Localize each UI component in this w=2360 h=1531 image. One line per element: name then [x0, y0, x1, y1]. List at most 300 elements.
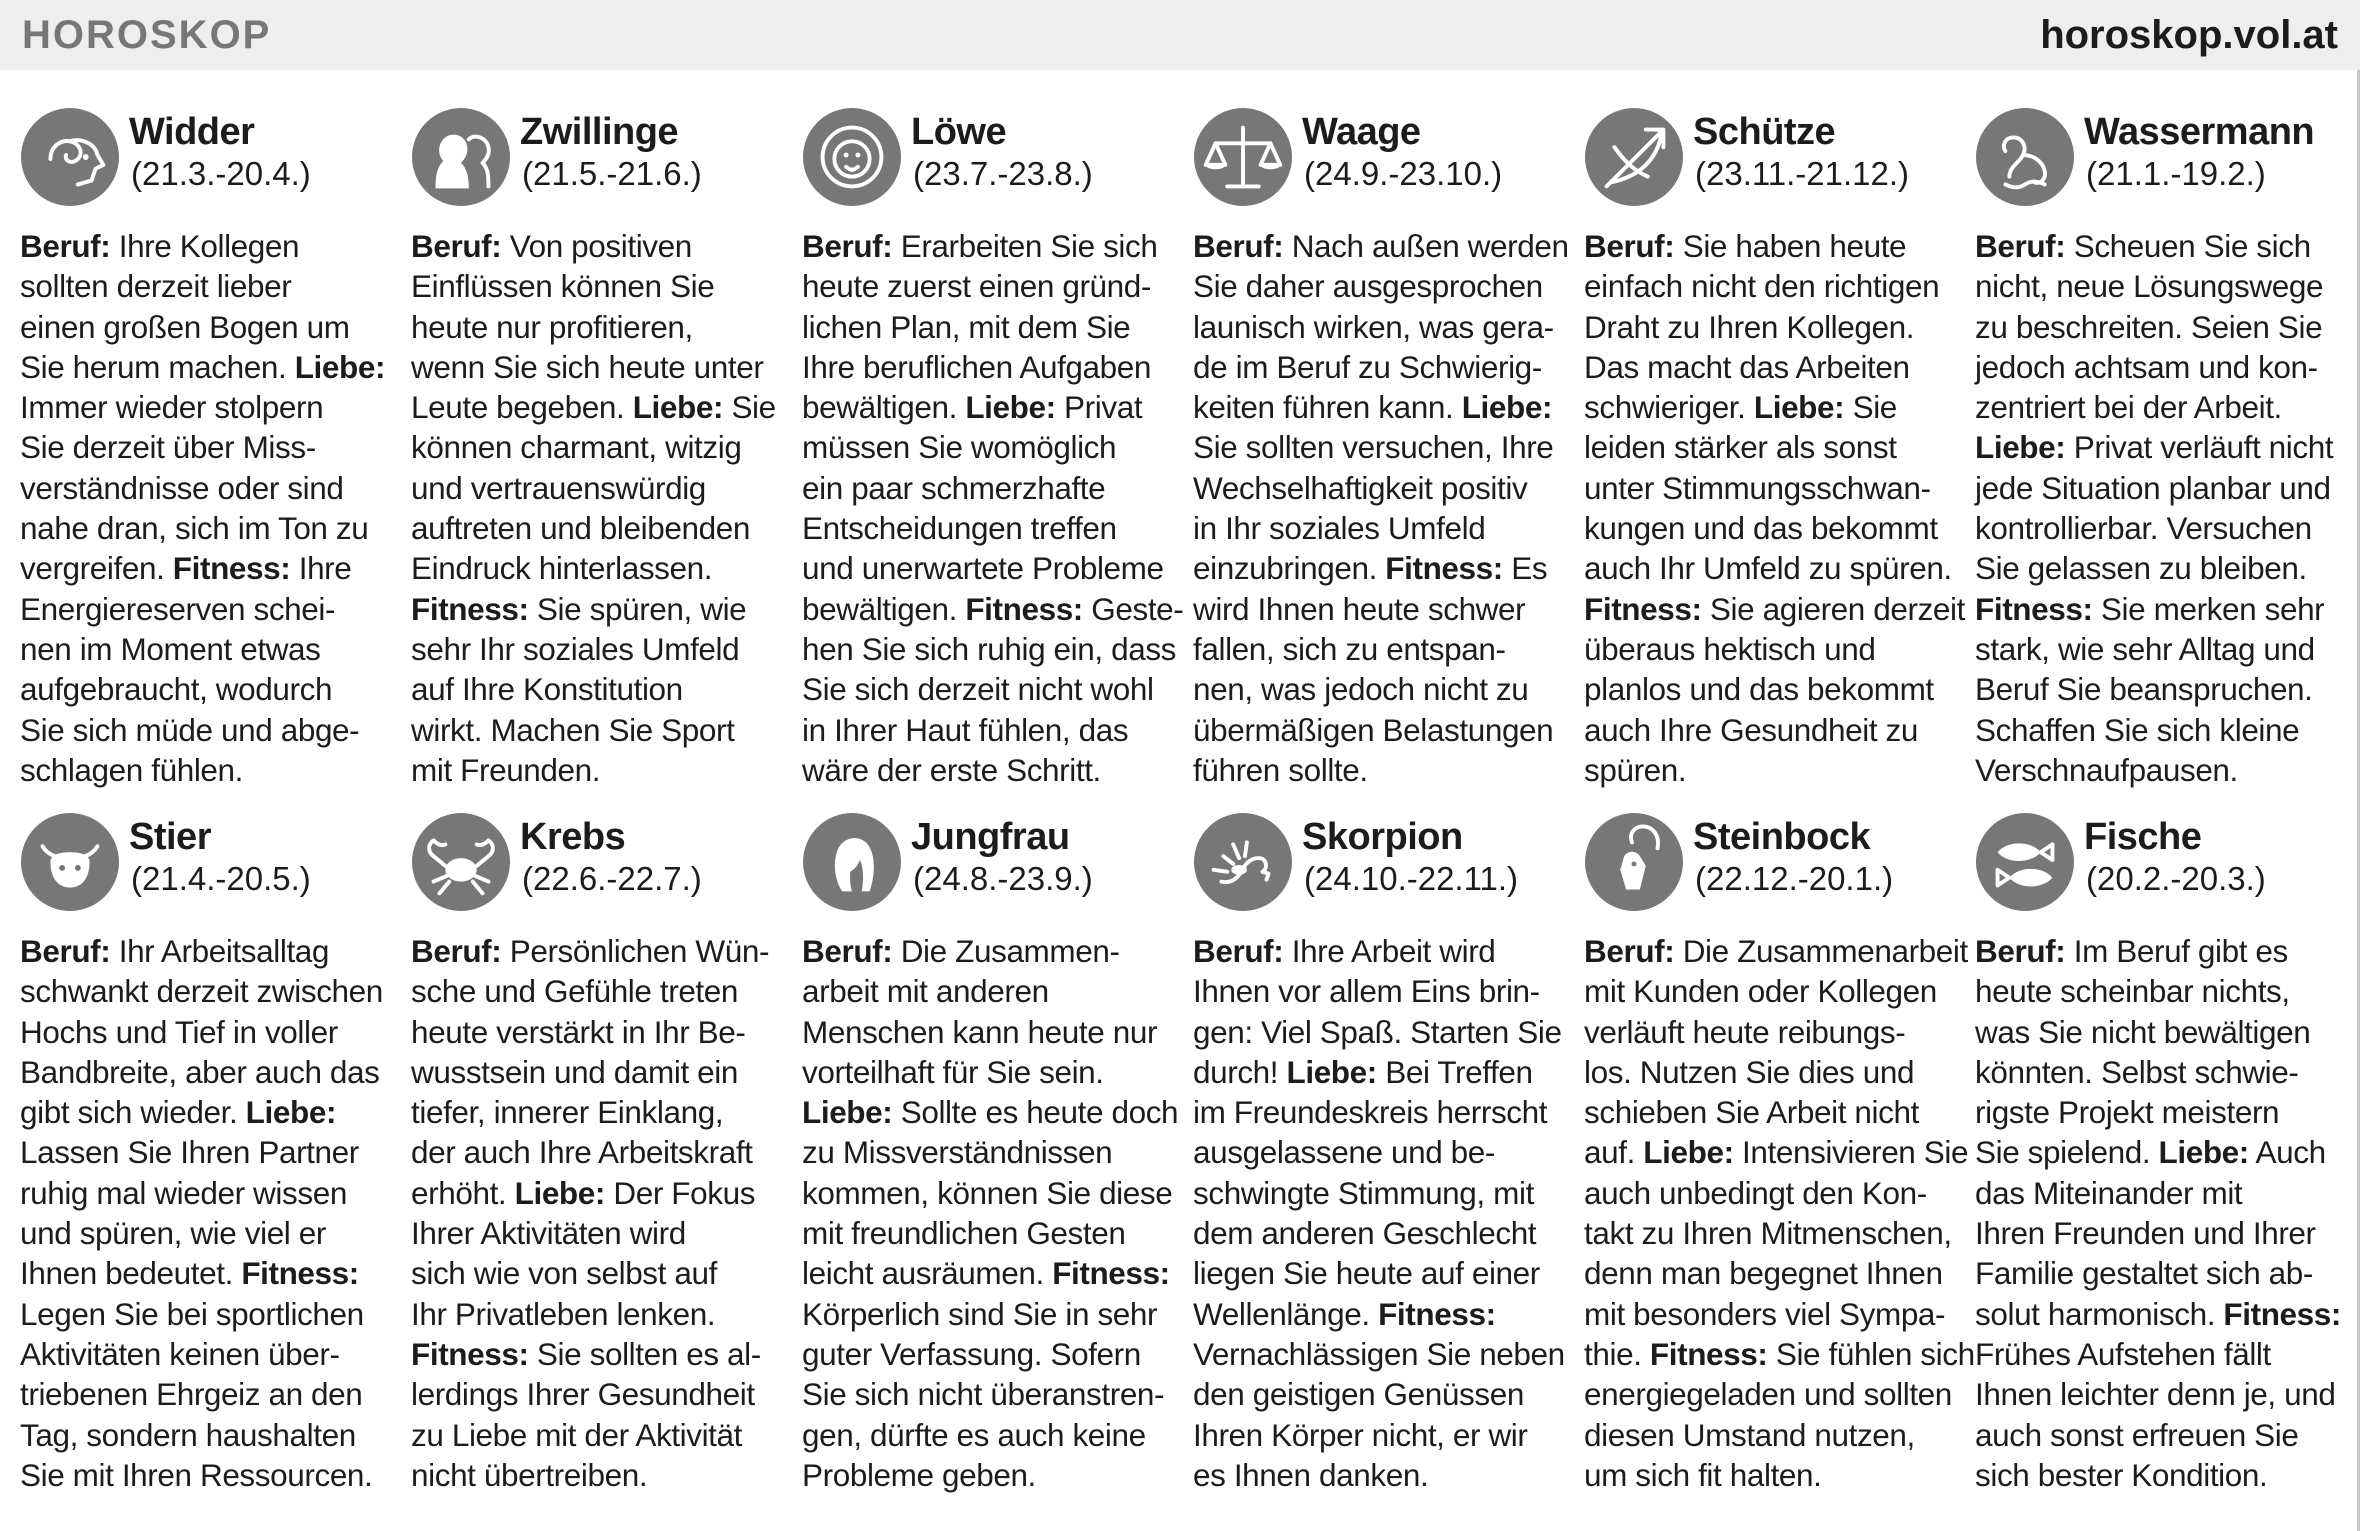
forecast-segment: Sie spüren, wie [528, 590, 747, 627]
category-label: Liebe: [1286, 1053, 1377, 1090]
forecast-line [802, 427, 1169, 467]
category-label: Liebe: [245, 1094, 337, 1131]
forecast-line [1975, 468, 2342, 508]
category-label: Beruf: [802, 933, 893, 969]
forecast-segment: Es [1502, 550, 1548, 587]
forecast-line [1975, 226, 2342, 266]
forecast-line [1975, 508, 2342, 548]
lion-icon [803, 108, 901, 206]
forecast-segment: führen sollte. [1193, 751, 1368, 788]
forecast-line [20, 468, 387, 508]
sign-header [1975, 813, 2342, 931]
forecast-segment: dem anderen Geschlecht [1193, 1215, 1537, 1252]
forecast-line [411, 1415, 778, 1455]
forecast-segment: liegen Sie heute auf einer [1193, 1255, 1540, 1292]
sign-name: Widder [129, 111, 255, 153]
forecast-segment: erhöht. [411, 1174, 515, 1211]
forecast-segment: sehr Ihr soziales Umfeld [411, 630, 740, 667]
forecast-segment: Hochs und Tief in voller [20, 1013, 338, 1050]
forecast-line [411, 629, 778, 669]
forecast-line [802, 387, 1169, 427]
forecast-segment: Erarbeiten Sie sich [892, 228, 1158, 264]
forecast-line [411, 931, 778, 971]
forecast-segment: unter Stimmungsschwan- [1584, 469, 1931, 506]
forecast-segment: in Ihrer Haut fühlen, das [802, 711, 1129, 748]
forecast-line [20, 1213, 387, 1253]
crab-icon [412, 813, 510, 911]
forecast-line [1975, 1213, 2342, 1253]
scorpion-icon [1194, 813, 1292, 911]
forecast-line [1975, 266, 2342, 306]
sign-name: Stier [129, 816, 211, 858]
sign-widder [20, 108, 387, 813]
forecast-line [802, 971, 1169, 1011]
sign-dates: (22.12.-20.1.) [1695, 860, 1894, 897]
forecast-line [802, 1294, 1169, 1334]
forecast-segment: Privat [1055, 389, 1143, 426]
forecast-line [20, 508, 387, 548]
forecast-line [1975, 971, 2342, 1011]
forecast-segment: Sie haben heute [1674, 228, 1907, 264]
forecast-line [1584, 226, 1951, 266]
forecast-line [1975, 589, 2342, 629]
forecast-segment: wird Ihnen heute schwer [1193, 590, 1526, 627]
forecast-segment: jedoch achtsam und kon- [1975, 348, 2318, 385]
forecast-segment: den geistigen Genüssen [1193, 1376, 1524, 1413]
forecast-segment: sollten derzeit lieber [20, 268, 292, 305]
forecast-segment: Sie sich nicht überanstren- [802, 1376, 1165, 1413]
forecast-segment: zu Missverständnissen [802, 1134, 1113, 1171]
forecast-segment: mit besonders viel Sympa- [1584, 1295, 1946, 1332]
forecast-line [802, 629, 1177, 669]
forecast-line [1584, 427, 1951, 467]
forecast-text [20, 931, 387, 1495]
category-label: Beruf: [1584, 228, 1675, 264]
forecast-segment: schlagen fühlen. [20, 751, 244, 788]
forecast-line [20, 669, 387, 709]
forecast-line [1975, 750, 2342, 790]
forecast-line [1584, 1052, 1951, 1092]
forecast-segment: Ihre [290, 550, 352, 587]
category-label: Fitness: [1649, 1335, 1768, 1372]
forecast-segment: vergreifen. [20, 550, 173, 587]
category-label: Liebe: [802, 1094, 893, 1131]
bull-icon [21, 813, 119, 911]
forecast-segment: Einflüssen können Sie [411, 268, 715, 305]
forecast-line [1193, 1334, 1565, 1374]
sign-header [20, 108, 387, 226]
sign-loewe [802, 108, 1184, 813]
category-label: Beruf: [20, 228, 111, 264]
category-label: Beruf: [1193, 228, 1284, 264]
forecast-segment: Bei Treffen [1376, 1053, 1533, 1090]
forecast-line [1193, 1052, 1560, 1092]
category-label: Beruf: [1584, 933, 1675, 969]
sign-skorpion [1193, 813, 1565, 1518]
forecast-segment: Scheuen Sie sich [2065, 228, 2311, 264]
sign-dates: (24.9.-23.10.) [1304, 155, 1503, 192]
sign-dates: (22.6.-22.7.) [522, 860, 702, 897]
forecast-line [411, 669, 778, 709]
forecast-segment: Sie sich müde und abge- [20, 711, 360, 748]
forecast-line [411, 468, 778, 508]
forecast-segment: Wechselhaftigkeit positiv [1193, 469, 1528, 506]
category-label: Liebe: [965, 389, 1056, 426]
forecast-segment: Sie daher ausgesprochen [1193, 268, 1543, 305]
forecast-segment: Geste- [1082, 590, 1184, 627]
forecast-line [20, 750, 387, 790]
sign-name: Fische [2084, 816, 2202, 858]
sign-name: Steinbock [1693, 816, 1871, 858]
forecast-segment: Das macht das Arbeiten [1584, 348, 1910, 385]
forecast-segment: Sie sich derzeit nicht wohl [802, 671, 1154, 708]
section-title: HOROSKOP [22, 12, 272, 57]
forecast-line [411, 1294, 778, 1334]
forecast-line [20, 1294, 387, 1334]
forecast-segment: heute nur profitieren, [411, 308, 693, 345]
forecast-line [20, 1052, 387, 1092]
forecast-segment: Verschnaufpausen. [1975, 751, 2238, 788]
forecast-line [411, 750, 778, 790]
forecast-line [20, 629, 387, 669]
sign-dates: (20.2.-20.3.) [2086, 860, 2266, 897]
sign-name: Löwe [911, 111, 1007, 153]
category-label: Beruf: [1975, 933, 2066, 969]
forecast-line [411, 508, 778, 548]
forecast-segment: arbeit mit anderen [802, 973, 1049, 1010]
forecast-segment: wusstsein und damit ein [411, 1053, 738, 1090]
forecast-segment: es Ihnen danken. [1193, 1456, 1429, 1493]
forecast-text [1193, 226, 1569, 790]
forecast-segment: kungen und das bekommt [1584, 510, 1938, 547]
category-label: Fitness: [2223, 1295, 2341, 1332]
forecast-line [1975, 629, 2342, 669]
sign-name: Jungfrau [911, 816, 1070, 858]
forecast-line [1584, 1092, 1951, 1132]
forecast-line [802, 307, 1169, 347]
forecast-segment: im Freundeskreis herrscht [1193, 1094, 1548, 1131]
forecast-segment: Entscheidungen treffen [802, 510, 1117, 547]
forecast-line [1584, 1294, 1951, 1334]
forecast-line [1584, 1213, 1951, 1253]
category-label: Liebe: [1461, 389, 1553, 426]
forecast-line [1584, 1173, 1951, 1213]
forecast-segment: Sie gelassen zu bleiben. [1975, 550, 2307, 587]
forecast-line [1584, 1253, 1951, 1293]
forecast-line [1975, 1132, 2342, 1172]
forecast-segment: können charmant, witzig [411, 429, 742, 466]
forecast-text [1193, 931, 1565, 1495]
horoscope-grid [20, 108, 2350, 1518]
forecast-segment: auch unbedingt den Kon- [1584, 1174, 1927, 1211]
forecast-segment: guter Verfassung. Sofern [802, 1335, 1141, 1372]
forecast-segment: mit Freunden. [411, 751, 601, 788]
forecast-line [411, 589, 778, 629]
category-label: Fitness: [1378, 1295, 1496, 1332]
sign-header [1193, 813, 1560, 931]
forecast-line [411, 1052, 778, 1092]
forecast-line [1975, 427, 2342, 467]
forecast-segment: Menschen kann heute nur [802, 1013, 1158, 1050]
sign-schuetze [1584, 108, 1965, 813]
forecast-line [1193, 548, 1560, 588]
forecast-segment: Ihren Körper nicht, er wir [1193, 1416, 1528, 1453]
forecast-segment: Ihre Kollegen [110, 228, 300, 264]
forecast-line [1975, 1334, 2342, 1374]
forecast-segment: Von positiven [501, 228, 692, 264]
sign-steinbock [1584, 813, 1975, 1518]
category-label: Fitness: [411, 1335, 529, 1372]
forecast-line [1975, 1374, 2342, 1414]
forecast-segment: jede Situation planbar und [1975, 469, 2331, 506]
forecast-segment: ausgelassene und be- [1193, 1134, 1495, 1171]
category-label: Beruf: [802, 228, 893, 264]
forecast-segment: auch Ihre Gesundheit zu [1584, 711, 1919, 748]
forecast-line [411, 1455, 778, 1495]
sign-header [20, 813, 387, 931]
category-label: Fitness: [965, 590, 1083, 627]
forecast-segment: was Sie nicht bewältigen [1975, 1013, 2311, 1050]
forecast-line [20, 548, 387, 588]
forecast-segment: und spüren, wie viel er [20, 1215, 326, 1252]
forecast-segment: Ihre beruflichen Aufgaben [802, 348, 1152, 385]
forecast-segment: keiten führen kann. [1193, 389, 1462, 426]
forecast-line [20, 1173, 387, 1213]
forecast-line [20, 226, 387, 266]
forecast-segment: stark, wie sehr Alltag und [1975, 630, 2315, 667]
forecast-segment: Immer wieder stolpern [20, 389, 324, 426]
forecast-segment: ein paar schmerzhafte [802, 469, 1106, 506]
forecast-segment: Der Fokus [605, 1174, 756, 1211]
forecast-segment: sich bester Kondition. [1975, 1456, 2268, 1493]
forecast-line [1193, 750, 1560, 790]
forecast-text [411, 226, 778, 790]
forecast-line [411, 1132, 778, 1172]
forecast-segment: Eindruck hinterlassen. [411, 550, 713, 587]
forecast-segment: schwankt derzeit zwischen [20, 973, 383, 1010]
sign-header [411, 813, 778, 931]
forecast-segment: übermäßigen Belastungen [1193, 711, 1554, 748]
forecast-segment: Familie gestaltet sich ab- [1975, 1255, 2313, 1292]
sign-dates: (21.5.-21.6.) [522, 155, 702, 192]
forecast-line [1193, 226, 1569, 266]
forecast-segment: Persönlichen Wün- [501, 933, 770, 969]
forecast-segment: planlos und das bekommt [1584, 671, 1934, 708]
forecast-line [802, 1374, 1169, 1414]
forecast-segment: einen großen Bogen um [20, 308, 350, 345]
forecast-text [411, 931, 778, 1495]
forecast-segment: wirkt. Machen Sie Sport [411, 711, 735, 748]
forecast-segment: Die Zusammen- [892, 933, 1120, 969]
forecast-line [1193, 347, 1560, 387]
forecast-line [1193, 387, 1560, 427]
forecast-segment: nicht, neue Lösungswege [1975, 268, 2324, 305]
virgin-icon [803, 813, 901, 911]
sign-header [1584, 813, 1951, 931]
forecast-line [411, 710, 778, 750]
forecast-line [1975, 669, 2342, 709]
forecast-segment: Nach außen werden [1283, 228, 1569, 264]
forecast-line [802, 1012, 1169, 1052]
forecast-segment: in Ihr soziales Umfeld [1193, 510, 1486, 547]
forecast-segment: de im Beruf zu Schwierig- [1193, 348, 1542, 385]
forecast-segment: Ihr Arbeitsalltag [110, 933, 330, 969]
category-label: Fitness: [1052, 1255, 1170, 1292]
category-label: Beruf: [411, 933, 502, 969]
sign-name: Waage [1302, 111, 1421, 153]
twins-icon [412, 108, 510, 206]
forecast-line [802, 548, 1169, 588]
forecast-segment: launisch wirken, was gera- [1193, 308, 1554, 345]
forecast-segment: takt zu Ihren Mitmenschen, [1584, 1215, 1952, 1252]
forecast-text [802, 226, 1184, 790]
forecast-line [1975, 1415, 2342, 1455]
forecast-line [802, 1092, 1179, 1132]
sign-header [411, 108, 778, 226]
forecast-line [1193, 307, 1560, 347]
forecast-segment: Sie merken sehr [2092, 590, 2325, 627]
forecast-segment: Körperlich sind Sie in sehr [802, 1295, 1158, 1332]
forecast-line [1975, 1455, 2342, 1495]
forecast-line [20, 1334, 387, 1374]
forecast-segment: Wellenlänge. [1193, 1295, 1379, 1332]
forecast-line [1193, 427, 1560, 467]
forecast-line [1193, 710, 1560, 750]
forecast-segment: einfach nicht den richtigen [1584, 268, 1940, 305]
category-label: Liebe: [1643, 1134, 1734, 1171]
forecast-line [802, 710, 1169, 750]
forecast-line [1193, 468, 1560, 508]
category-label: Liebe: [632, 389, 724, 426]
forecast-line [411, 548, 778, 588]
page-header [0, 0, 2360, 70]
forecast-line [411, 1092, 778, 1132]
forecast-line [1584, 629, 1951, 669]
forecast-segment: zu Liebe mit der Aktivität [411, 1416, 743, 1453]
forecast-segment: Legen Sie bei sportlichen [20, 1295, 364, 1332]
forecast-line [411, 1334, 778, 1374]
forecast-text [1975, 226, 2342, 790]
category-label: Beruf: [411, 228, 502, 264]
forecast-line [20, 931, 387, 971]
category-label: Beruf: [1975, 228, 2066, 264]
forecast-segment: Sie spielend. [1975, 1134, 2159, 1171]
sign-stier [20, 813, 387, 1518]
forecast-segment: solut harmonisch. [1975, 1295, 2224, 1332]
ibex-icon [1585, 813, 1683, 911]
forecast-segment: fallen, sich zu entspan- [1193, 630, 1506, 667]
sign-dates: (21.3.-20.4.) [131, 155, 311, 192]
forecast-line [1975, 710, 2342, 750]
forecast-segment: gibt sich wieder. [20, 1094, 246, 1131]
sign-dates: (24.8.-23.9.) [913, 860, 1093, 897]
forecast-line [1584, 1132, 1969, 1172]
forecast-line [1975, 931, 2342, 971]
forecast-line [1584, 1415, 1951, 1455]
forecast-line [1975, 347, 2342, 387]
forecast-line [1193, 1132, 1560, 1172]
forecast-segment: Beruf Sie beanspruchen. [1975, 671, 2313, 708]
forecast-line [1584, 589, 1965, 629]
forecast-line [411, 266, 778, 306]
forecast-line [1584, 1334, 1975, 1374]
forecast-segment: Auch [2248, 1134, 2326, 1171]
forecast-line [802, 468, 1169, 508]
forecast-line [411, 971, 778, 1011]
forecast-segment: Sollte es heute doch [892, 1094, 1179, 1131]
forecast-text [20, 226, 387, 790]
forecast-segment: zentriert bei der Arbeit. [1975, 389, 2282, 426]
forecast-line [1584, 347, 1951, 387]
sign-name: Skorpion [1302, 816, 1463, 858]
sign-header [802, 813, 1169, 931]
forecast-line [802, 1173, 1173, 1213]
forecast-line [20, 1455, 387, 1495]
forecast-segment: schwingte Stimmung, mit [1193, 1174, 1534, 1211]
forecast-line [802, 931, 1169, 971]
forecast-segment: kontrollierbar. Versuchen [1975, 510, 2312, 547]
category-label: Liebe: [2158, 1134, 2249, 1171]
sign-header [1975, 108, 2342, 226]
forecast-line [1584, 307, 1951, 347]
forecast-line [1193, 1374, 1560, 1414]
forecast-segment: Sie sollten es al- [528, 1335, 761, 1372]
forecast-segment: triebenen Ehrgeiz an den [20, 1376, 363, 1413]
category-label: Beruf: [1193, 933, 1284, 969]
forecast-segment: ruhig mal wieder wissen [20, 1174, 347, 1211]
forecast-line [1975, 1012, 2342, 1052]
forecast-segment: Sie fühlen sich [1767, 1335, 1975, 1372]
forecast-line [411, 1213, 778, 1253]
forecast-segment: Leute begeben. [411, 389, 633, 426]
forecast-segment: Sie mit Ihren Ressourcen. [20, 1456, 373, 1493]
forecast-line [411, 1012, 778, 1052]
forecast-line [1193, 1012, 1560, 1052]
forecast-line [1193, 1294, 1560, 1334]
forecast-segment: nen, was jedoch nicht zu [1193, 671, 1529, 708]
forecast-line [20, 1092, 387, 1132]
sign-name: Schütze [1693, 111, 1836, 153]
forecast-line [802, 1334, 1169, 1374]
forecast-segment: wenn Sie sich heute unter [411, 348, 764, 385]
forecast-line [802, 226, 1169, 266]
category-label: Fitness: [172, 550, 291, 587]
forecast-line [1584, 750, 1951, 790]
forecast-line [1975, 1253, 2342, 1293]
forecast-segment: verständnisse oder sind [20, 469, 344, 506]
forecast-segment: lerdings Ihrer Gesundheit [411, 1376, 755, 1413]
sign-header [802, 108, 1169, 226]
forecast-line [1193, 1092, 1560, 1132]
forecast-segment: Privat verläuft nicht [2065, 429, 2334, 466]
forecast-segment: auftreten und bleibenden [411, 510, 750, 547]
sign-dates: (23.7.-23.8.) [913, 155, 1093, 192]
forecast-segment: heute zuerst einen gründ- [802, 268, 1151, 305]
forecast-line [802, 589, 1184, 629]
forecast-line [1584, 1374, 1951, 1414]
forecast-segment: Die Zusammenarbeit [1674, 933, 1968, 969]
forecast-line [1975, 1294, 2342, 1334]
category-label: Fitness: [1975, 590, 2093, 627]
forecast-segment: überaus hektisch und [1584, 630, 1876, 667]
forecast-segment: Ihrer Aktivitäten wird [411, 1215, 686, 1252]
forecast-line [1193, 508, 1560, 548]
forecast-line [1584, 508, 1951, 548]
forecast-segment: Bandbreite, aber auch das [20, 1053, 380, 1090]
forecast-line [1193, 1455, 1560, 1495]
forecast-line [1975, 1092, 2342, 1132]
sign-fische [1975, 813, 2342, 1518]
